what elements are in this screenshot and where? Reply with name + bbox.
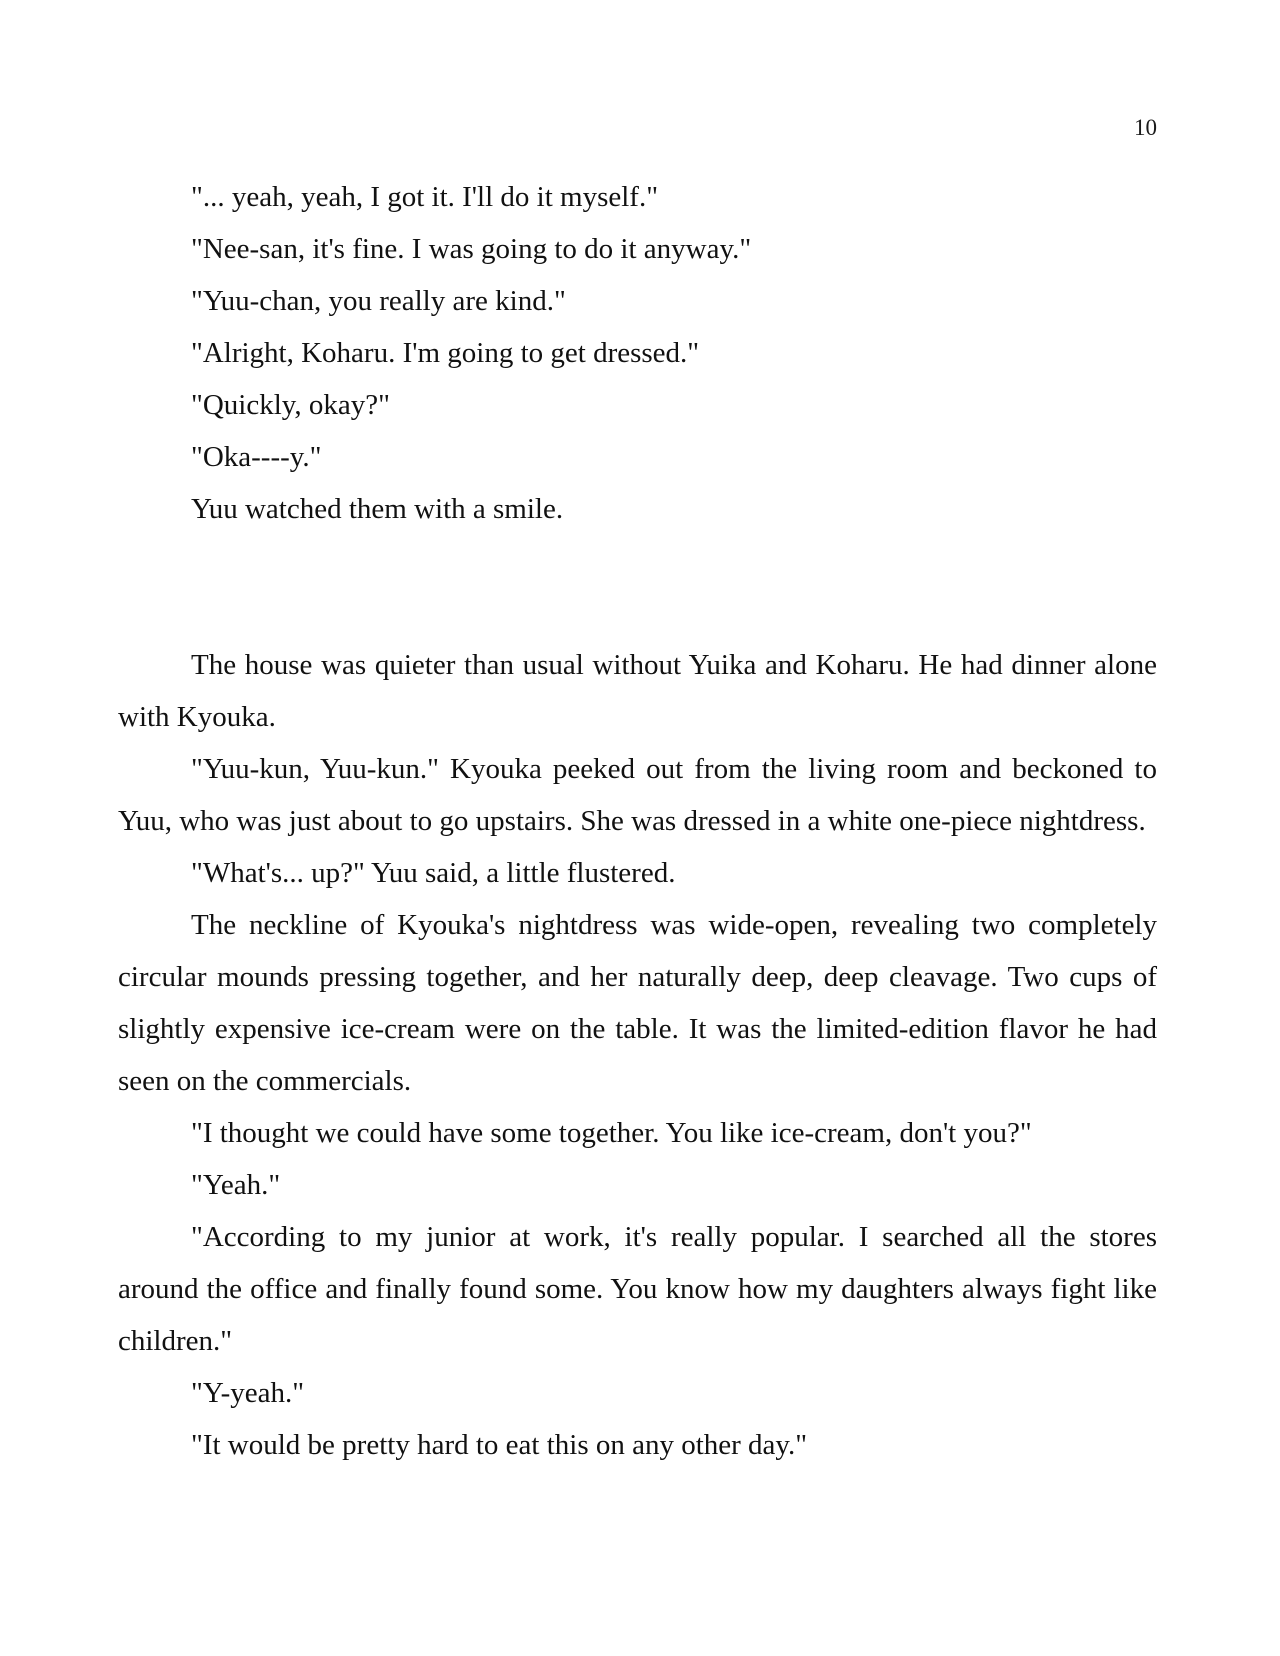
paragraph: "It would be pretty hard to eat this on any other day." bbox=[191, 1429, 808, 1461]
section-narrative bbox=[118, 639, 1157, 1471]
paragraph: "... yeah, yeah, I got it. I'll do it myself." bbox=[191, 181, 659, 213]
paragraph: "Nee-san, it's fine. I was going to do it anyway." bbox=[191, 233, 752, 265]
paragraph: "Yeah." bbox=[191, 1169, 281, 1201]
paragraph: The house was quieter than usual without Yuika and Koharu. He had dinner alone with Kyouka. bbox=[118, 649, 1157, 733]
paragraph: "Oka----y." bbox=[191, 441, 322, 473]
paragraph: "I thought we could have some together. You like ice-cream, don't you?" bbox=[191, 1117, 1032, 1149]
paragraph: "Quickly, okay?" bbox=[191, 389, 390, 421]
paragraph: "What's... up?" Yuu said, a little flustered. bbox=[191, 857, 676, 889]
page-number: 10 bbox=[1134, 115, 1157, 140]
section-dialogue bbox=[118, 171, 1157, 535]
paragraph: "According to my junior at work, it's really popular. I searched all the stores around the office and finally found some. You know how my daughters always fight like children." bbox=[118, 1221, 1157, 1357]
section-break bbox=[118, 535, 1157, 639]
paragraph: Yuu watched them with a smile. bbox=[191, 493, 564, 525]
body-text bbox=[118, 171, 1157, 1471]
paragraph: "Y-yeah." bbox=[191, 1377, 305, 1409]
paragraph: "Alright, Koharu. I'm going to get dressed." bbox=[191, 337, 700, 369]
paragraph: The neckline of Kyouka's nightdress was wide-open, revealing two completely circular mounds pressing together, and her naturally deep, deep cleavage. Two cups of slightly expensive ice-cream were on the table. It was the limited-edition flavor he had seen on the commercials. bbox=[118, 909, 1157, 1097]
paragraph: "Yuu-chan, you really are kind." bbox=[191, 285, 566, 317]
paragraph: "Yuu-kun, Yuu-kun." Kyouka peeked out from the living room and beckoned to Yuu, who was just about to go upstairs. She was dressed in a white one-piece nightdress. bbox=[118, 753, 1157, 837]
